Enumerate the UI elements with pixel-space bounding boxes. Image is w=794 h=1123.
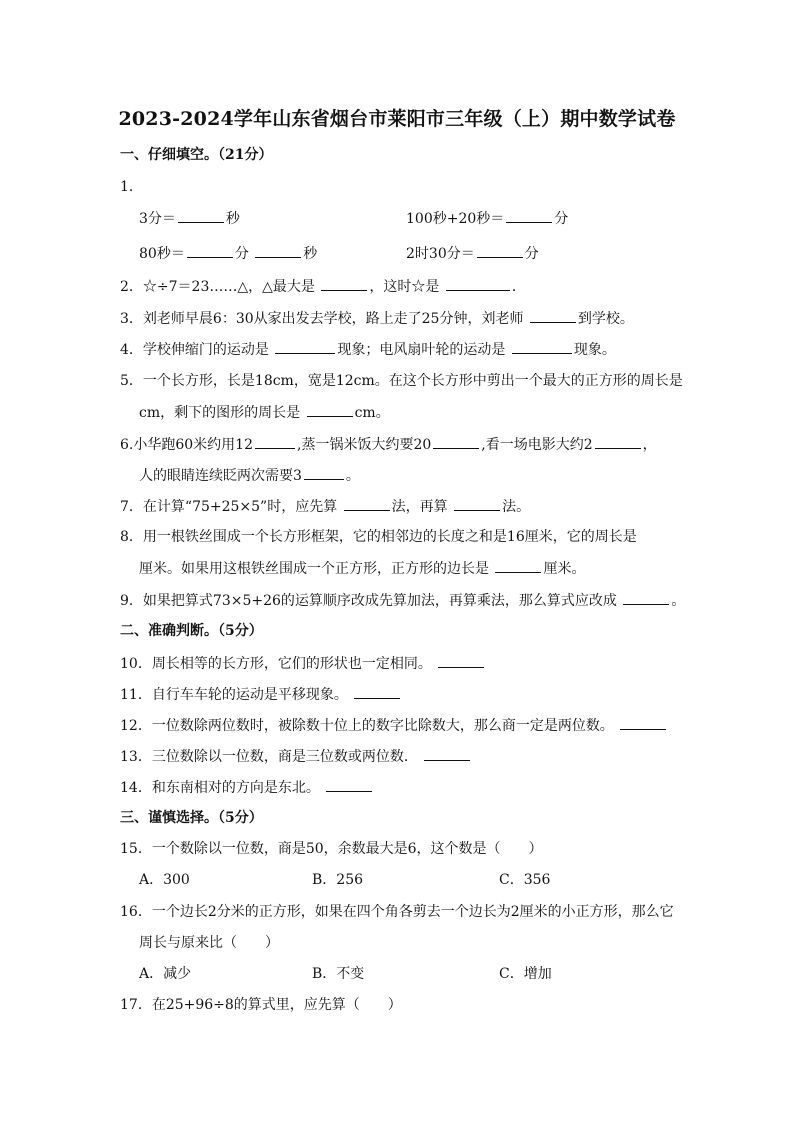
q1-item-d: 2时30分＝ 分 bbox=[406, 246, 539, 262]
answer-blank[interactable] bbox=[530, 310, 576, 323]
answer-blank[interactable] bbox=[321, 278, 367, 291]
answer-blank[interactable] bbox=[178, 210, 224, 223]
q11: 11．自行车车轮的运动是平移现象。 bbox=[120, 686, 402, 703]
q6-line-2: 人的眼睛连续眨两次需要3 。 bbox=[139, 468, 360, 484]
q16-option-c[interactable]: C．增加 bbox=[499, 966, 552, 982]
q3: 3．刘老师早晨6：30从家出发去学校，路上走了25分钟，刘老师 到学校。 bbox=[120, 311, 634, 327]
section-3-heading: 三、谨慎选择。（5分） bbox=[120, 810, 263, 826]
answer-blank[interactable] bbox=[304, 467, 344, 480]
q1-item-a: 3分＝ 秒 bbox=[139, 211, 240, 227]
q15-stem: 15．一个数除以一位数，商是50，余数最大是6，这个数是（ ） bbox=[120, 841, 543, 857]
answer-blank[interactable] bbox=[424, 748, 470, 761]
q12: 12．一位数除两位数时，被除数十位上的数字比除数大，那么商一定是两位数。 bbox=[120, 717, 668, 734]
q1-number: 1． bbox=[120, 179, 143, 195]
exam-title: 2023-2024学年山东省烟台市莱阳市三年级（上）期中数学试卷 bbox=[118, 108, 676, 130]
answer-blank[interactable] bbox=[255, 245, 301, 258]
q16-stem-line-2: 周长与原来比（ ） bbox=[139, 935, 279, 951]
answer-blank[interactable] bbox=[454, 498, 500, 511]
q5-line-1: 5．一个长方形，长是18cm，宽是12cm。在这个长方形中剪出一个最大的正方形的周长是 bbox=[120, 373, 683, 389]
answer-blank[interactable] bbox=[620, 717, 666, 730]
q15-option-a[interactable]: A．300 bbox=[139, 872, 190, 888]
answer-blank[interactable] bbox=[433, 436, 479, 449]
answer-blank[interactable] bbox=[326, 779, 372, 792]
q1-item-c: 80秒＝ 分 秒 bbox=[139, 246, 318, 262]
section-1-heading: 一、仔细填空。（21分） bbox=[120, 147, 273, 163]
answer-blank[interactable] bbox=[307, 404, 353, 417]
answer-blank[interactable] bbox=[354, 686, 400, 699]
answer-blank[interactable] bbox=[255, 436, 295, 449]
answer-blank[interactable] bbox=[187, 245, 233, 258]
q8-line-1: 8．用一根铁丝围成一个长方形框架，它的相邻边的长度之和是16厘米，它的周长是 bbox=[120, 529, 637, 545]
q17-stem: 17．在25+96÷8的算式里，应先算（ ） bbox=[120, 997, 402, 1013]
q16-stem-line-1: 16．一个边长2分米的正方形，如果在四个角各剪去一个边长为2厘米的小正方形，那么它 bbox=[120, 904, 674, 920]
q1-item-b: 100秒+20秒＝ 分 bbox=[406, 211, 569, 227]
answer-blank[interactable] bbox=[477, 245, 523, 258]
answer-blank[interactable] bbox=[595, 436, 641, 449]
answer-blank[interactable] bbox=[623, 592, 669, 605]
q8-line-2: 厘米。如果用这根铁丝围成一个正方形，正方形的边长是 厘米。 bbox=[139, 561, 586, 577]
q10: 10．周长相等的长方形，它们的形状也一定相同。 bbox=[120, 655, 486, 672]
q7: 7．在计算“75+25×5”时，应先算 法，再算 法。 bbox=[120, 499, 531, 515]
answer-blank[interactable] bbox=[344, 498, 390, 511]
q16-option-b[interactable]: B．不变 bbox=[312, 966, 365, 982]
q15-option-b[interactable]: B．256 bbox=[312, 872, 364, 888]
answer-blank[interactable] bbox=[512, 341, 572, 354]
q16-option-a[interactable]: A．减少 bbox=[139, 966, 192, 982]
q4: 4．学校伸缩门的运动是 现象；电风扇叶轮的运动是 现象。 bbox=[120, 342, 616, 358]
q2: 2．☆÷7＝23……△，△最大是 ，这时☆是 ． bbox=[120, 279, 526, 295]
answer-blank[interactable] bbox=[506, 210, 552, 223]
q13: 13．三位数除以一位数，商是三位数或两位数． bbox=[120, 748, 472, 765]
answer-blank[interactable] bbox=[275, 341, 335, 354]
q9: 9．如果把算式73×5+26的运算顺序改成先算加法，再算乘法，那么算式应改成 。 bbox=[120, 593, 686, 609]
q6-line-1: 6.小华跑60米约用12 ,蒸一锅米饭大约要20 ,看一场电影大约2 ， bbox=[120, 437, 657, 453]
answer-blank[interactable] bbox=[446, 278, 510, 291]
answer-blank[interactable] bbox=[438, 655, 484, 668]
q5-line-2: cm，剩下的图形的周长是 cm。 bbox=[139, 405, 390, 421]
q14: 14．和东南相对的方向是东北。 bbox=[120, 779, 374, 796]
answer-blank[interactable] bbox=[495, 560, 541, 573]
q15-option-c[interactable]: C．356 bbox=[499, 872, 551, 888]
section-2-heading: 二、准确判断。（5分） bbox=[120, 623, 263, 639]
